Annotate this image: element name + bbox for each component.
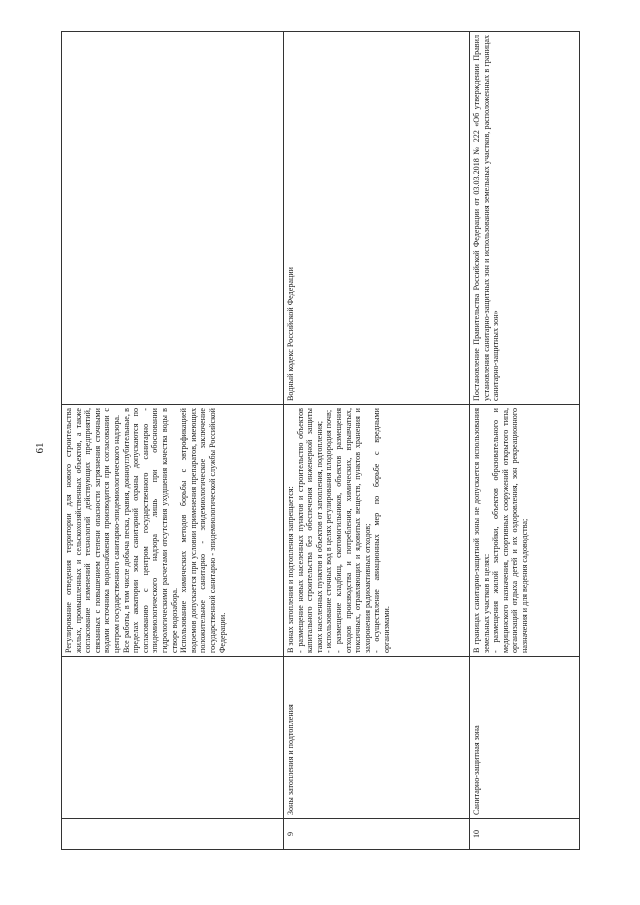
page-number: 61 xyxy=(34,442,46,454)
rotated-page-content xyxy=(61,35,579,850)
restriction-paragraph: Регулирование отведения территории для нового строительства жилых, промышленных и сельскохозяйственных объектов, а также согласование изменений технологий действующих предприятий, связанных с повышением степени опасности загрязнения сточными водами источника водоснабжения производится при согласовании с центром государственного санитарно-эпидемиологического надзора. xyxy=(64,408,121,653)
restriction-paragraph: В зонах затопления и подтопления запрещается: xyxy=(286,486,295,653)
restrictions-cell xyxy=(62,405,284,657)
zone-name-cell xyxy=(62,657,284,819)
zone-name-cell: Санитарно-защитная зона xyxy=(470,657,580,819)
zone-name-cell: Зоны затопления и подтопления xyxy=(284,657,470,819)
legal-basis-cell xyxy=(470,32,580,405)
regulations-table xyxy=(61,31,580,850)
restriction-paragraph: - размещения жилой застройки, объектов образовательного и медицинского назначения, спортивных сооружений открытого типа, организаций отдыха детей и их оздоровления, зон рекреационного назначения и для ведения садоводства; xyxy=(491,408,529,653)
row-number-cell: 10 xyxy=(470,819,580,850)
restrictions-cell xyxy=(470,405,580,657)
table-row xyxy=(284,32,470,850)
legal-basis-cell: Водный кодекс Российской Федерации xyxy=(284,32,470,405)
row-number-cell xyxy=(62,819,284,850)
row-number-cell: 9 xyxy=(284,819,470,850)
legal-basis-cell xyxy=(62,32,284,405)
restriction-paragraph: Использование химических методов борьбы с эвтрофикацией водоемов допускается при условии применения препаратов, имеющих положительное санитарно - эпидемиологическое заключение государственной санитарно - эпидемиологической службы Российской Федерации. xyxy=(179,408,227,653)
restriction-paragraph: - осуществление авиационных мер по борьбе с вредными организмами. xyxy=(372,408,391,653)
restriction-paragraph: - размещение кладбищ, скотомогильников, объектов размещения отходов производства и потребления, химических, взрывчатых, токсичных, отравляющих и ядовитых веществ, пунктов хранения и захоронения радиоактивных отходов; xyxy=(333,408,372,653)
restriction-paragraph: В границах санитарно-защитной зоны не допускается использования земельных участков в целях: xyxy=(472,408,491,653)
restriction-paragraph: - размещение новых населенных пунктов и строительство объектов капитального строительства без обеспечения инженерной защиты таких населенных пунктов и объектов от затопления, подтопления; xyxy=(295,408,324,653)
table-row xyxy=(62,32,284,850)
restriction-paragraph: Все работы, в том числе добыча песка, гравия, донноуглубительные, в пределах акватории зоны санитарной охраны допускаются по согласованию с центром государственного санитарно - эпидемиологического надзора лишь при обосновании гидрологическими расчетами отсутствия ухудшения качества воды в створе водозабора. xyxy=(121,408,179,653)
legal-basis-text: Постановление Правительства Российской Федерации от 03.03.2018 № 222 «Об утверждении Правил установления санитарно-защитных зон и использования земельных участков, расположенных в границах санитарно-защитных зон» xyxy=(472,35,501,401)
restriction-paragraph: - использование сточных вод в целях регулирования плодородия почв; xyxy=(324,409,334,653)
table-row xyxy=(470,32,580,850)
restrictions-cell xyxy=(284,405,470,657)
